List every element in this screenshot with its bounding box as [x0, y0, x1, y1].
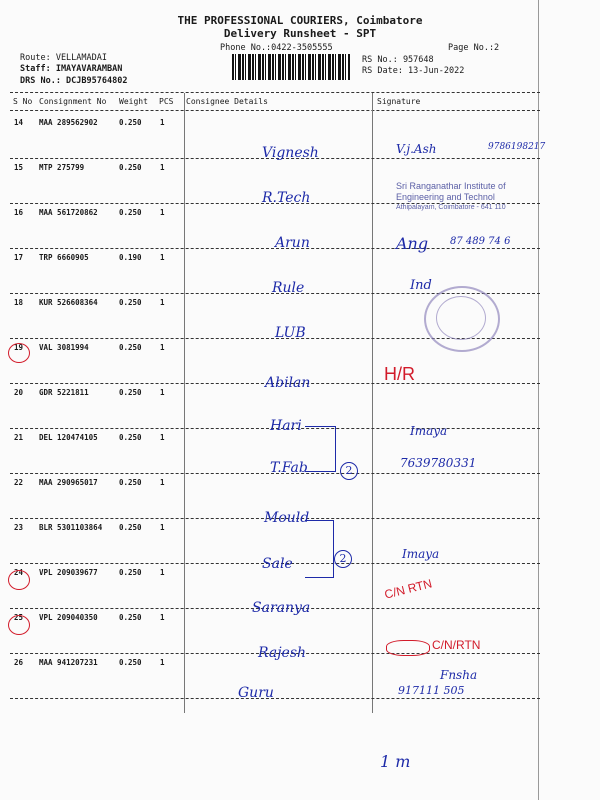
rs-number: RS No.: 957648	[362, 55, 434, 65]
signature-17: Ind	[410, 278, 432, 293]
row-weight: 0.250	[119, 298, 142, 307]
col-header-weight: Weight	[119, 97, 148, 106]
red-scribble-25	[386, 640, 430, 656]
row-pcs: 1	[160, 253, 165, 262]
row-sno: 19	[14, 343, 24, 352]
company-title: THE PROFESSIONAL COURIERS, Coimbatore	[177, 14, 423, 27]
row-sno: 23	[14, 523, 24, 532]
circled-number-21: 2	[340, 462, 358, 480]
consignee-name-14: Vignesh	[262, 145, 319, 161]
header-bottom-rule	[10, 110, 540, 111]
row-pcs: 1	[160, 658, 165, 667]
row-sno: 26	[14, 658, 24, 667]
row-consignment-no: TRP 6660905	[39, 253, 89, 262]
handwritten-bracket-20-21	[305, 426, 336, 472]
col-header-consignee: Consignee Details	[186, 97, 268, 106]
row-consignment-no: GDR 5221811	[39, 388, 89, 397]
row-sno: 20	[14, 388, 24, 397]
col-header-signature: Signature	[377, 97, 421, 106]
row-pcs: 1	[160, 118, 165, 127]
row-weight: 0.250	[119, 118, 142, 127]
row-weight: 0.250	[119, 433, 142, 442]
barcode	[232, 54, 350, 80]
signature-16-phone: 87 489 74 6	[450, 236, 511, 247]
circled-number-23: 2	[334, 550, 352, 568]
row-consignment-no: MTP 275799	[39, 163, 85, 172]
page-number: Page No.:2	[448, 43, 500, 53]
col-header-pcs: PCS	[159, 97, 174, 106]
signature-14-phone: 9786198217	[488, 142, 546, 152]
consignee-name-19: Abilan	[265, 375, 311, 391]
row-consignment-no: MAA 289562902	[39, 118, 98, 127]
row-sno: 24	[14, 568, 24, 577]
row-consignment-no: DEL 120474105	[39, 433, 98, 442]
row-sno: 14	[14, 118, 24, 127]
row-weight: 0.250	[119, 523, 142, 532]
row-weight: 0.250	[119, 343, 142, 352]
consignee-name-18: LUB	[275, 325, 306, 341]
row-pcs: 1	[160, 433, 165, 442]
header-top-rule	[10, 92, 540, 93]
row-consignment-no: VPL 209040350	[39, 613, 98, 622]
consignee-name-23: Sale	[262, 556, 293, 572]
consignee-name-20: Hari	[270, 418, 302, 434]
phone-number: Phone No.:0422-3505555	[220, 43, 333, 53]
runsheet-subtitle: Delivery Runsheet - SPT	[223, 27, 377, 40]
row-pcs: 1	[160, 298, 165, 307]
column-divider-consignee	[184, 93, 185, 713]
row-pcs: 1	[160, 613, 165, 622]
row-consignment-no: BLR 5301103864	[39, 523, 103, 532]
signature-14: V.j.Ash	[396, 142, 437, 156]
route-label: Route: VELLAMADAI	[20, 53, 107, 63]
consignee-name-17: Rule	[272, 280, 305, 296]
cn-rtn-mark-24: C/N RTN	[383, 576, 434, 602]
row-weight: 0.250	[119, 208, 142, 217]
row-sno: 22	[14, 478, 24, 487]
row-25-circle-mark	[8, 615, 30, 635]
row-pcs: 1	[160, 568, 165, 577]
signature-26-phone: 917111 505	[398, 684, 465, 697]
signature-26: Fnsha	[440, 668, 478, 682]
institute-stamp-line2: Engineering and Technol	[396, 192, 495, 202]
row-sno: 17	[14, 253, 24, 262]
row-sno: 15	[14, 163, 24, 172]
page-edge-line	[538, 0, 539, 800]
row-sno: 21	[14, 433, 24, 442]
row-19-circle-mark	[8, 343, 30, 363]
row-sno: 25	[14, 613, 24, 622]
row-consignment-no: MAA 561720862	[39, 208, 98, 217]
row-weight: 0.250	[119, 388, 142, 397]
row-pcs: 1	[160, 208, 165, 217]
consignee-name-22: Mould	[264, 510, 310, 526]
row-sno: 16	[14, 208, 24, 217]
col-header-sno: S No	[13, 97, 33, 106]
row-consignment-no: MAA 941207231	[39, 658, 98, 667]
row-weight: 0.250	[119, 163, 142, 172]
row-consignment-no: VAL 3081994	[39, 343, 89, 352]
consignee-name-25: Rajesh	[258, 645, 307, 661]
drs-label: DRS No.: DCJB95764802	[20, 76, 128, 86]
seal-stamp-inner	[436, 296, 486, 340]
col-header-consignment: Consignment No	[39, 97, 107, 106]
column-divider-signature	[372, 93, 373, 713]
row-weight: 0.250	[119, 613, 142, 622]
signature-16: Ang	[396, 234, 429, 253]
institute-stamp-line1: Sri Ranganathar Institute of	[396, 181, 506, 191]
staff-label: Staff: IMAYAVARAMBAN	[20, 64, 123, 74]
row-weight: 0.250	[119, 478, 142, 487]
row-pcs: 1	[160, 163, 165, 172]
consignee-name-24: Saranya	[252, 600, 311, 616]
row-pcs: 1	[160, 478, 165, 487]
footer-handwritten-mark: 1 m	[380, 752, 411, 771]
row-consignment-no: MAA 290965017	[39, 478, 98, 487]
row-weight: 0.250	[119, 658, 142, 667]
row-24-circle-mark	[8, 570, 30, 590]
row-consignment-no: VPL 209039677	[39, 568, 98, 577]
consignee-name-16: Arun	[275, 235, 310, 251]
rs-date: RS Date: 13-Jun-2022	[362, 66, 465, 76]
consignee-name-26: Guru	[238, 685, 274, 701]
row-consignment-no: KUR 526608364	[39, 298, 98, 307]
signature-20: Imaya	[410, 424, 448, 438]
signature-21-phone: 7639780331	[400, 456, 477, 470]
handwritten-bracket-22-23	[305, 520, 334, 578]
row-pcs: 1	[160, 343, 165, 352]
row-weight: 0.250	[119, 568, 142, 577]
row-sno: 18	[14, 298, 24, 307]
consignee-name-21: T.Fab	[270, 460, 308, 476]
row-separator	[10, 698, 540, 699]
row-pcs: 1	[160, 523, 165, 532]
hr-mark-19: H/R	[384, 364, 415, 384]
cn-rtn-mark-25: C/N/RTN	[432, 638, 481, 652]
consignee-name-15: R.Tech	[262, 190, 311, 206]
row-pcs: 1	[160, 388, 165, 397]
signature-23: Imaya	[402, 547, 440, 561]
row-weight: 0.190	[119, 253, 142, 262]
institute-stamp-line3: Athipalayam, Coimbatore - 641 110	[396, 204, 506, 211]
